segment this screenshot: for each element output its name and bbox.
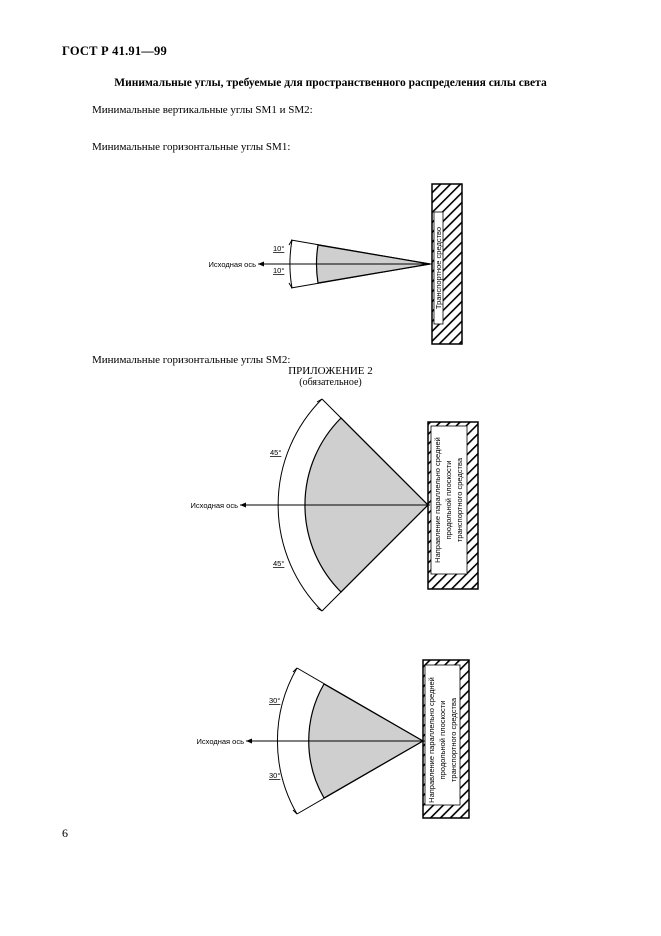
wall-label-line3: транспортного средства: [455, 457, 464, 543]
figure-sm1: [209, 184, 462, 344]
appendix-note: (обязательное): [299, 377, 362, 388]
angle-label-lower-2: 45°: [273, 559, 285, 568]
wall-label-line1: Направление параллельно средней: [427, 677, 436, 803]
paragraph-horizontal-sm1: Минимальные горизонтальные углы SM1:: [92, 141, 291, 153]
paragraph-vertical-angles: Минимальные вертикальные углы SM1 и SM2:: [92, 104, 313, 116]
angle-label-upper-1: 10°: [273, 244, 285, 253]
page-number: 6: [62, 826, 68, 840]
vehicle-wall-3: [423, 660, 469, 818]
axis-label-1: Исходная ось: [208, 260, 256, 269]
section-title: Минимальные углы, требуемые для пространственного распределения силы света: [114, 77, 547, 89]
wall-label-line1: Направление параллельно средней: [433, 437, 442, 563]
axis-label-3: Исходная ось: [196, 737, 244, 746]
vehicle-wall-1: [432, 184, 462, 344]
angle-label-lower-3: 30°: [269, 771, 281, 780]
document-header: ГОСТ Р 41.91—99: [62, 44, 167, 58]
wall-label-line3: транспортного средства: [449, 697, 458, 783]
appendix-label: ПРИЛОЖЕНИЕ 2: [288, 365, 373, 377]
angle-label-lower-1: 10°: [273, 266, 285, 275]
vehicle-wall-2: [428, 422, 478, 589]
wall-label-line2: продольной плоскости: [444, 460, 453, 540]
wall-label: Транспортное средство: [434, 226, 443, 310]
paragraph-horizontal-sm2: Минимальные горизонтальные углы SM2:: [92, 354, 291, 366]
figure-sm2-30: [197, 660, 469, 818]
axis-label-2: Исходная ось: [190, 501, 238, 510]
wall-label-line2: продольной плоскости: [438, 700, 447, 780]
angle-label-upper-3: 30°: [269, 696, 281, 705]
angle-label-upper-2: 45°: [270, 448, 282, 457]
figure-sm2-45: [191, 399, 478, 611]
